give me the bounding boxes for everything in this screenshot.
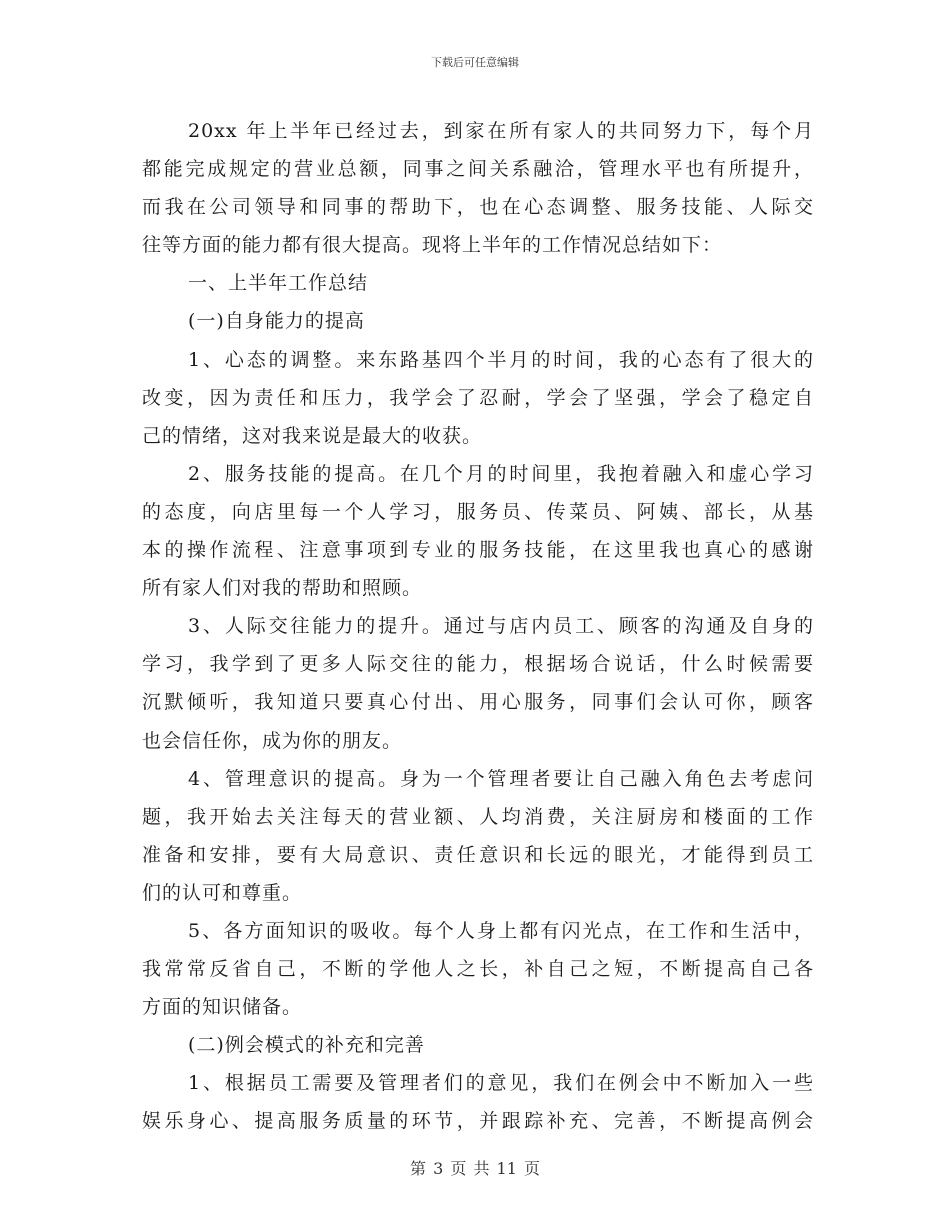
text-line: 题，我开始去关注每天的营业额、人均消费，关注厨房和楼面的工作	[142, 805, 814, 828]
text-line: 5、各方面知识的吸收。每个人身上都有闪光点，在工作和生活中，	[188, 919, 814, 942]
text-line: (一)自身能力的提高	[188, 310, 365, 333]
text-line: 往等方面的能力都有很大提高。现将上半年的工作情况总结如下：	[142, 234, 723, 257]
text-line: 1、心态的调整。来东路基四个半月的时间，我的心态有了很大的	[188, 348, 814, 371]
text-line: 本的操作流程、注意事项到专业的服务技能，在这里我也真心的感谢	[142, 539, 814, 562]
text-line: 己的情绪，这对我来说是最大的收获。	[142, 424, 483, 447]
text-line: 一、上半年工作总结	[188, 272, 369, 295]
text-line: 我常常反省自己，不断的学他人之长，补自己之短，不断提高自己各	[142, 958, 814, 981]
text-line: 改变，因为责任和压力，我学会了忍耐，学会了坚强，学会了稳定自	[142, 386, 814, 409]
text-line: 们的认可和尊重。	[142, 881, 303, 904]
text-line: 娱乐身心、提高服务质量的环节，并跟踪补充、完善，不断提高例会	[142, 1110, 814, 1133]
text-line: 3、人际交往能力的提升。通过与店内员工、顾客的沟通及自身的	[188, 615, 814, 638]
text-line: 的态度，向店里每一个人学习，服务员、传菜员、阿姨、部长，从基	[142, 500, 814, 523]
text-line: 方面的知识储备。	[142, 996, 303, 1019]
text-line: 准备和安排，要有大局意识、责任意识和长远的眼光，才能得到员工	[142, 843, 814, 866]
text-line: 沉默倾听，我知道只要真心付出、用心服务，同事们会认可你，顾客	[142, 691, 814, 714]
document-body	[142, 112, 814, 1141]
text-line: 2、服务技能的提高。在几个月的时间里，我抱着融入和虚心学习	[188, 462, 814, 485]
text-line: 所有家人们对我的帮助和照顾。	[142, 577, 423, 600]
text-line: 学习，我学到了更多人际交往的能力，根据场合说话，什么时候需要	[142, 653, 814, 676]
text-line: 也会信任你，成为你的朋友。	[142, 729, 403, 752]
page-footer: 第 3 页 共 11 页	[410, 1159, 540, 1178]
text-line: 20xx 年上半年已经过去，到家在所有家人的共同努力下，每个月	[188, 120, 814, 142]
text-line: 4、管理意识的提高。身为一个管理者要让自己融入角色去考虑问	[188, 767, 814, 790]
text-line: 而我在公司领导和同事的帮助下，也在心态调整、服务技能、人际交	[142, 196, 814, 219]
text-line: (二)例会模式的补充和完善	[188, 1034, 425, 1057]
text-line: 1、根据员工需要及管理者们的意见，我们在例会中不断加入一些	[188, 1072, 814, 1095]
text-line: 都能完成规定的营业总额，同事之间关系融洽，管理水平也有所提升，	[142, 158, 814, 181]
page-header: 下载后可任意编辑	[431, 56, 519, 69]
